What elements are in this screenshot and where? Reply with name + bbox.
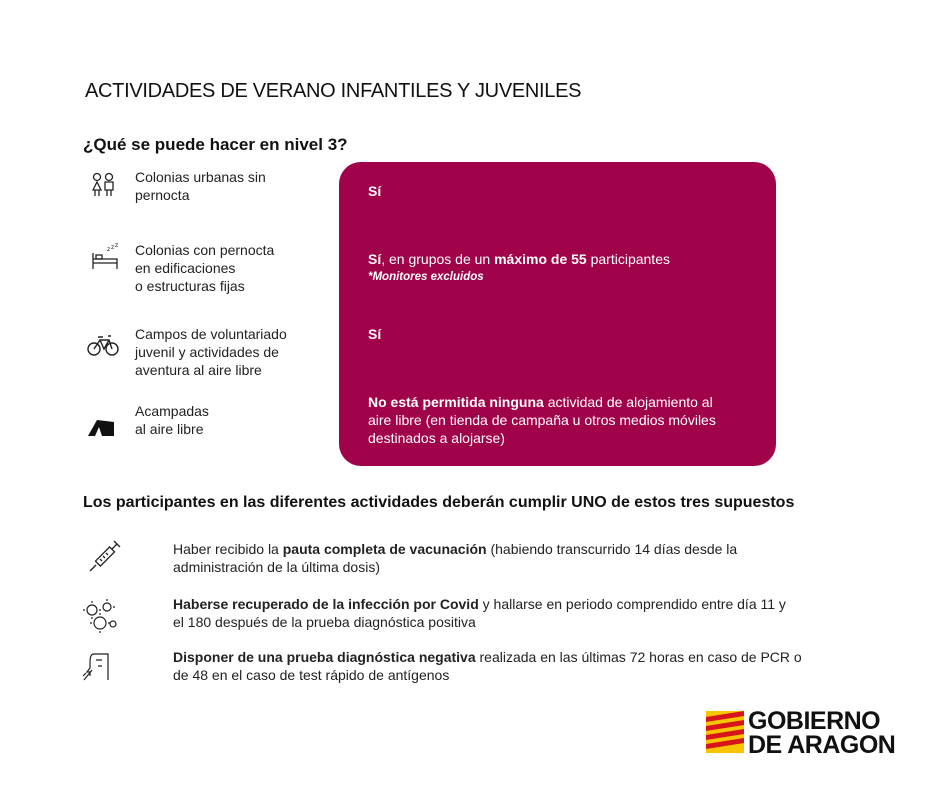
- requirement-vaccination: Haber recibido la pauta completa de vacunación (habiendo transcurrido 14 días desde la administración de la última dosis): [173, 541, 738, 575]
- requirement-negative-test: Disponer de una prueba diagnóstica negativa realizada en las últimas 72 horas en caso de PCR o de 48 en el caso de test rápido de antígenos: [173, 649, 802, 683]
- government-logo-text: GOBIERNO DE ARAGON: [748, 707, 896, 759]
- requirements-heading: Los participantes en las diferentes actividades deberán cumplir UNO de estos tres supuestos: [83, 494, 795, 511]
- requirement-recovered: Haberse recuperado de la infección por Covid y hallarse en periodo comprendido entre día 11 y el 180 después de la prueba diagnóstica positiva: [173, 596, 786, 630]
- activity-label-urban-camps: Colonias urbanas sin pernocta: [135, 169, 266, 203]
- answer-volunteer-fields: Sí: [368, 326, 382, 342]
- nasal-test-icon: [82, 650, 112, 684]
- svg-text:z: z: [107, 246, 111, 253]
- tent-icon: [86, 412, 116, 442]
- answer-camping: No está permitida ninguna actividad de alojamiento al aire libre (en tienda de campaña u otros medios móviles destinados a alojarse): [368, 394, 716, 446]
- activity-label-overnight-camps: Colonias con pernocta en edificaciones o estructuras fijas: [135, 242, 275, 294]
- page-title: ACTIVIDADES DE VERANO INFANTILES Y JUVENILES: [85, 80, 582, 102]
- bicycle-icon: [86, 330, 120, 360]
- syringe-icon: [86, 537, 124, 575]
- section-subtitle: ¿Qué se puede hacer en nivel 3?: [83, 135, 348, 154]
- monitors-note: *Monitores excluidos: [368, 271, 484, 283]
- activity-label-camping: Acampadas al aire libre: [135, 403, 209, 437]
- activity-label-volunteer-fields: Campos de voluntariado juvenil y actividades de aventura al aire libre: [135, 326, 287, 378]
- answer-urban-camps: Sí: [368, 183, 382, 199]
- svg-text:z: z: [115, 243, 119, 249]
- virus-icon: [80, 598, 120, 634]
- answer-overnight-camps: Sí, en grupos de un máximo de 55 participantes *Monitores excluidos: [368, 250, 758, 286]
- aragon-flag-logo: [706, 711, 744, 758]
- children-icon: [88, 170, 118, 200]
- svg-text:z: z: [111, 244, 115, 251]
- bed-sleep-icon: [90, 243, 120, 273]
